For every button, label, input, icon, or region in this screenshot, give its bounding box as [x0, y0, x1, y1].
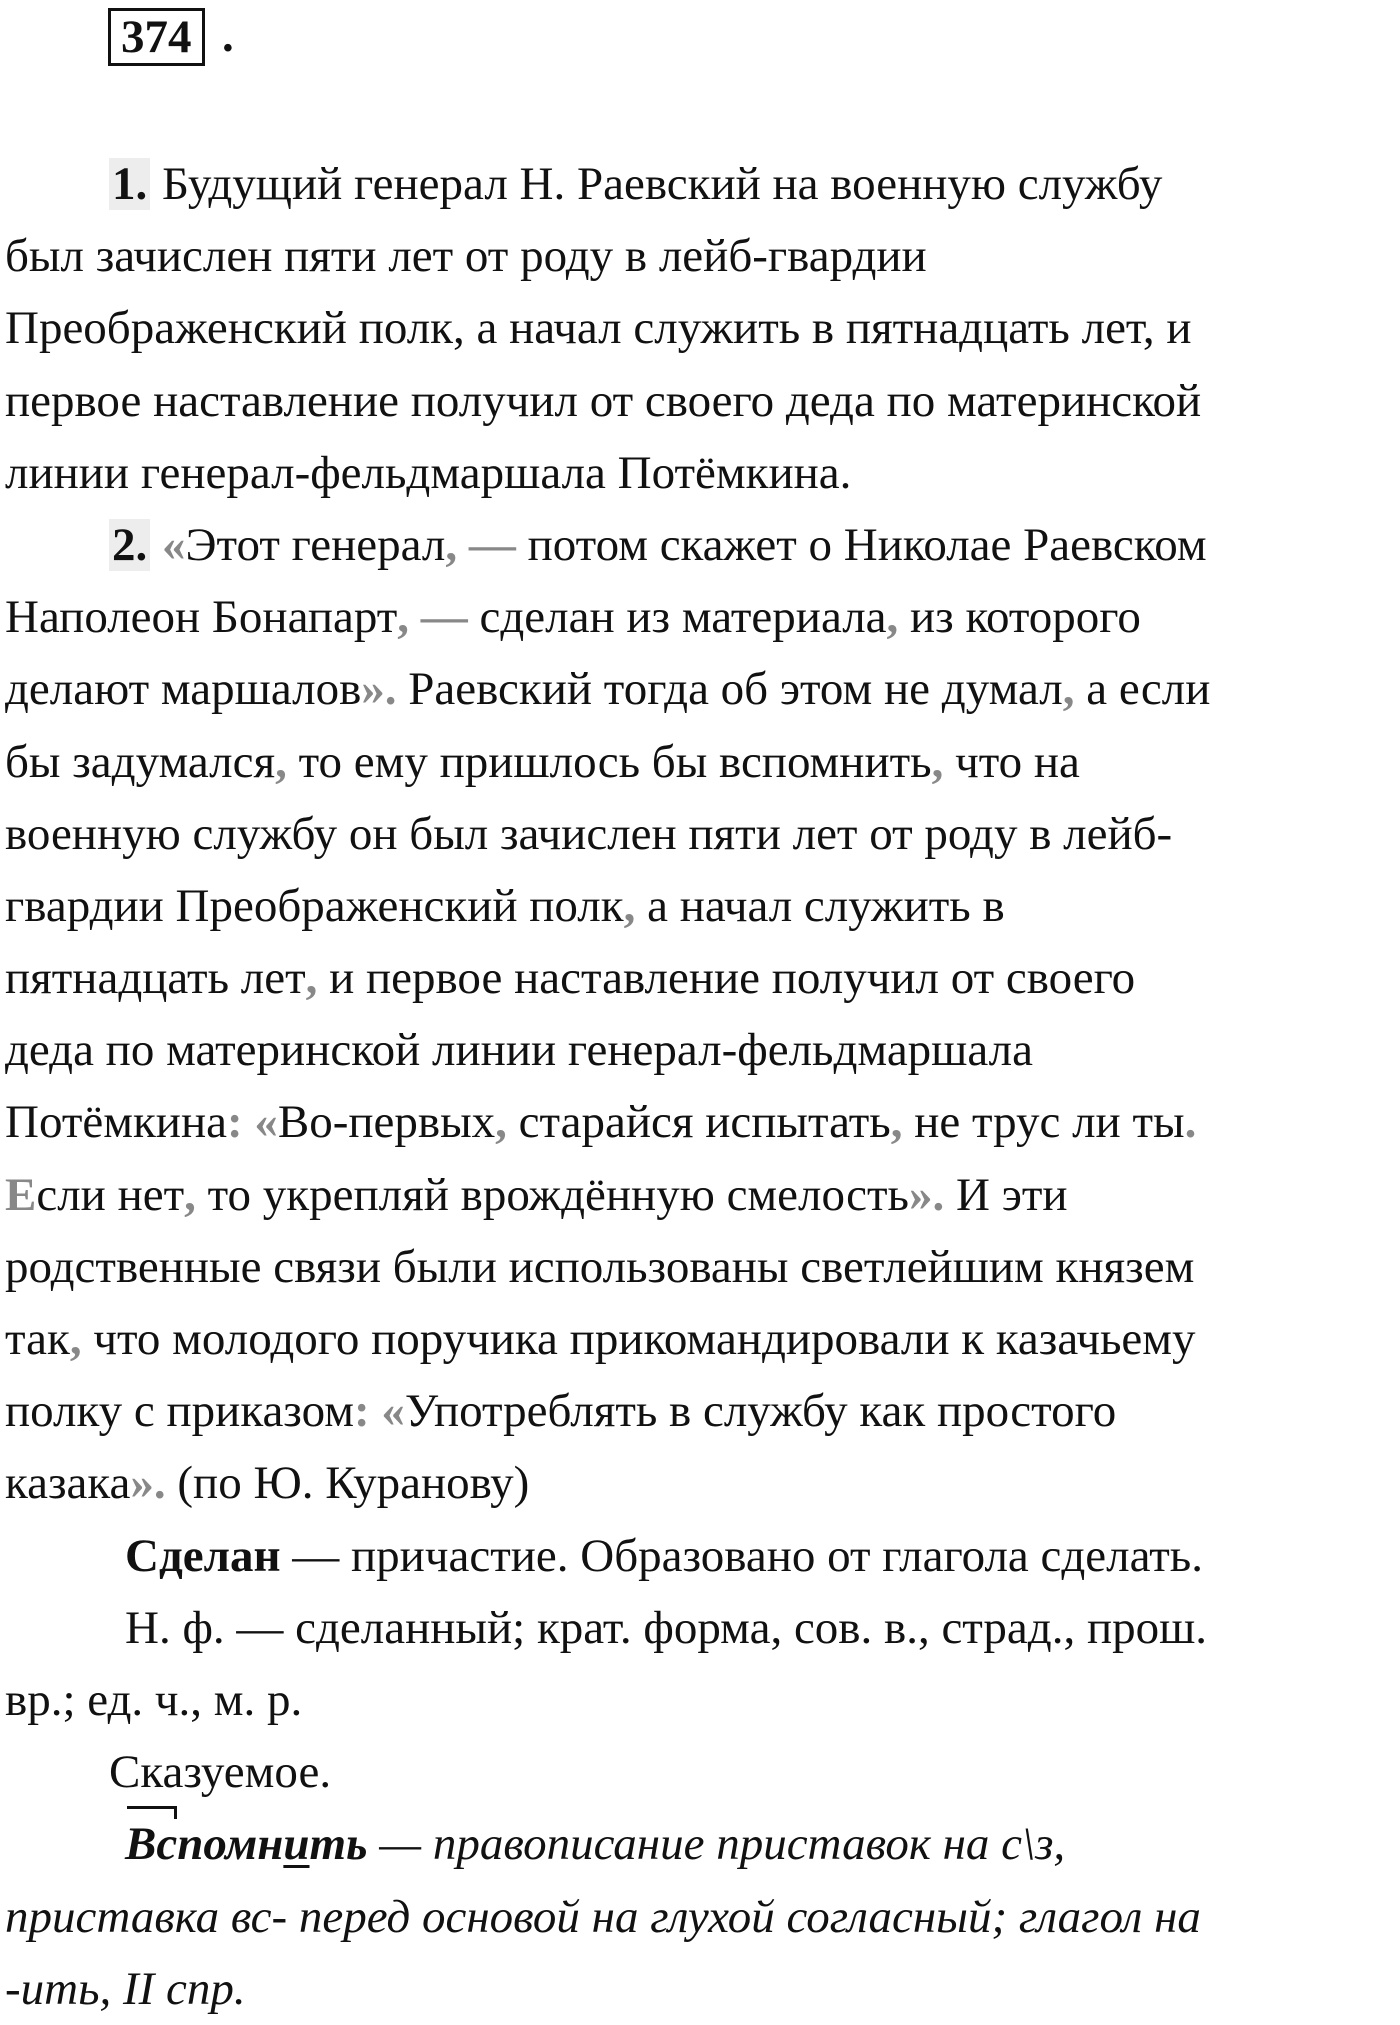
- text: сделан из материала: [467, 591, 887, 644]
- part1-line-1: [5, 148, 1395, 220]
- part2-line-11: родственные связи были использованы светлейшим князем: [5, 1240, 1195, 1293]
- punct: ,: [69, 1313, 82, 1365]
- part1-line-5: линии генерал-фельдмаршала Потёмкина.: [5, 446, 852, 499]
- part2-line-5: военную службу он был зачислен пяти лет от роду в лейб-: [5, 807, 1173, 860]
- analysis-line-5: [5, 1808, 1395, 1880]
- text: а начал служить в: [635, 879, 1005, 932]
- underlined-letter: и: [283, 1818, 310, 1871]
- exercise-number-dot: .: [222, 10, 234, 62]
- text: — правописание приставок на с\з,: [367, 1818, 1066, 1871]
- part1-marker: 1.: [109, 158, 150, 210]
- text: — причастие. Образовано от глагола сделать.: [280, 1529, 1203, 1582]
- analysis-line-1: [5, 1520, 1395, 1592]
- punct: ,: [886, 591, 899, 644]
- punct: : «: [226, 1096, 278, 1149]
- part2-line-12: [5, 1303, 1395, 1375]
- analysis-line-2: Н. ф. — сделанный; крат. форма, сов. в., страд., прош.: [125, 1601, 1208, 1654]
- punct: ,: [890, 1096, 903, 1149]
- part1-line-3: Преображенский полк, а начал служить в пятнадцать лет, и: [5, 302, 1192, 355]
- text: из которого: [898, 591, 1141, 644]
- punct: ,: [623, 879, 636, 932]
- part1-line-4: первое наставление получил от своего деда по материнской: [5, 374, 1202, 427]
- text: ть: [309, 1818, 368, 1871]
- part1-text: Будущий генерал Н. Раевский на военную службу: [150, 158, 1163, 210]
- text: и первое наставление получил от своего: [317, 952, 1136, 1005]
- part1-line-2: был зачислен пяти лет от роду в лейб-гвардии: [5, 230, 927, 283]
- part2-line-6: [5, 870, 1395, 942]
- text: то укрепляй врождённую смелость: [195, 1168, 909, 1221]
- text: Употреблять в службу как простого: [404, 1385, 1117, 1438]
- punct: ,: [305, 952, 318, 1005]
- text: помн: [177, 1818, 284, 1871]
- punct: ».: [909, 1168, 945, 1221]
- text: казака: [5, 1457, 131, 1510]
- part2-line-2: [5, 581, 1395, 653]
- text: Наполеон Бонапарт: [5, 591, 398, 644]
- part2-line-3: [5, 653, 1395, 725]
- text: так: [5, 1313, 70, 1365]
- punct: : «: [353, 1385, 405, 1438]
- punct: ».: [361, 663, 397, 716]
- text: сли нет: [36, 1168, 185, 1221]
- punct: , —: [445, 518, 516, 571]
- text: делают маршалов: [5, 663, 362, 716]
- exercise-number: 374: [108, 8, 205, 66]
- part2-line-14: [5, 1447, 1395, 1519]
- punct: .: [1184, 1096, 1197, 1149]
- part2-marker: 2.: [109, 519, 150, 571]
- text: гвардии Преображенский полк: [5, 879, 624, 932]
- text: то ему пришлось бы вспомнить: [286, 735, 932, 788]
- text: пятнадцать лет: [5, 952, 306, 1005]
- punct: ,: [275, 735, 287, 788]
- text: что молодого поручика прикомандировали к казачьему: [81, 1313, 1196, 1365]
- part2-line-7: [5, 942, 1395, 1014]
- analysis-line-3: вр.; ед. ч., м. р.: [5, 1673, 303, 1726]
- part2-line-9: [5, 1086, 1395, 1158]
- text: Этот генерал: [185, 518, 446, 571]
- part2-line-10: [5, 1159, 1395, 1231]
- part2-line-8: деда по материнской линии генерал-фельдмаршала: [5, 1024, 1033, 1077]
- punct: ,: [495, 1096, 507, 1149]
- analysis-word-sdelan: Сделан: [125, 1529, 281, 1582]
- analysis-line-4: Сказуемое.: [109, 1746, 332, 1799]
- analysis-word-vspomnit: [125, 1818, 368, 1870]
- text: старайся испытать: [506, 1096, 891, 1149]
- text: что на: [943, 735, 1080, 788]
- part2-line-1: [5, 509, 1395, 581]
- capital-letter: Е: [5, 1168, 37, 1221]
- punct: ».: [130, 1457, 166, 1510]
- text: Во-первых: [277, 1096, 496, 1149]
- text: (по Ю. Куранову): [165, 1457, 530, 1510]
- text: не трус ли ты: [902, 1096, 1185, 1149]
- punct: «: [150, 518, 186, 571]
- part2-line-13: [5, 1375, 1395, 1447]
- text: Раевский тогда об этом не думал: [396, 663, 1063, 716]
- analysis-line-7: -ить, II спр.: [5, 1962, 246, 2015]
- text: полку с приказом: [5, 1385, 354, 1438]
- text: а если: [1074, 663, 1211, 716]
- punct: , —: [397, 591, 468, 644]
- punct: ,: [184, 1168, 196, 1221]
- text: бы задумался: [5, 735, 276, 788]
- punct: ,: [931, 735, 944, 788]
- part2-line-4: [5, 726, 1395, 798]
- document-body: [5, 148, 1395, 2025]
- prefix-mark: Вс: [125, 1808, 177, 1880]
- analysis-line-6: приставка вс- перед основой на глухой согласный; глагол на: [5, 1890, 1201, 1943]
- text: И эти: [944, 1168, 1068, 1221]
- punct: ,: [1062, 663, 1075, 716]
- text: Потёмкина: [5, 1096, 227, 1149]
- text: потом скажет о Николае Раевском: [515, 518, 1207, 571]
